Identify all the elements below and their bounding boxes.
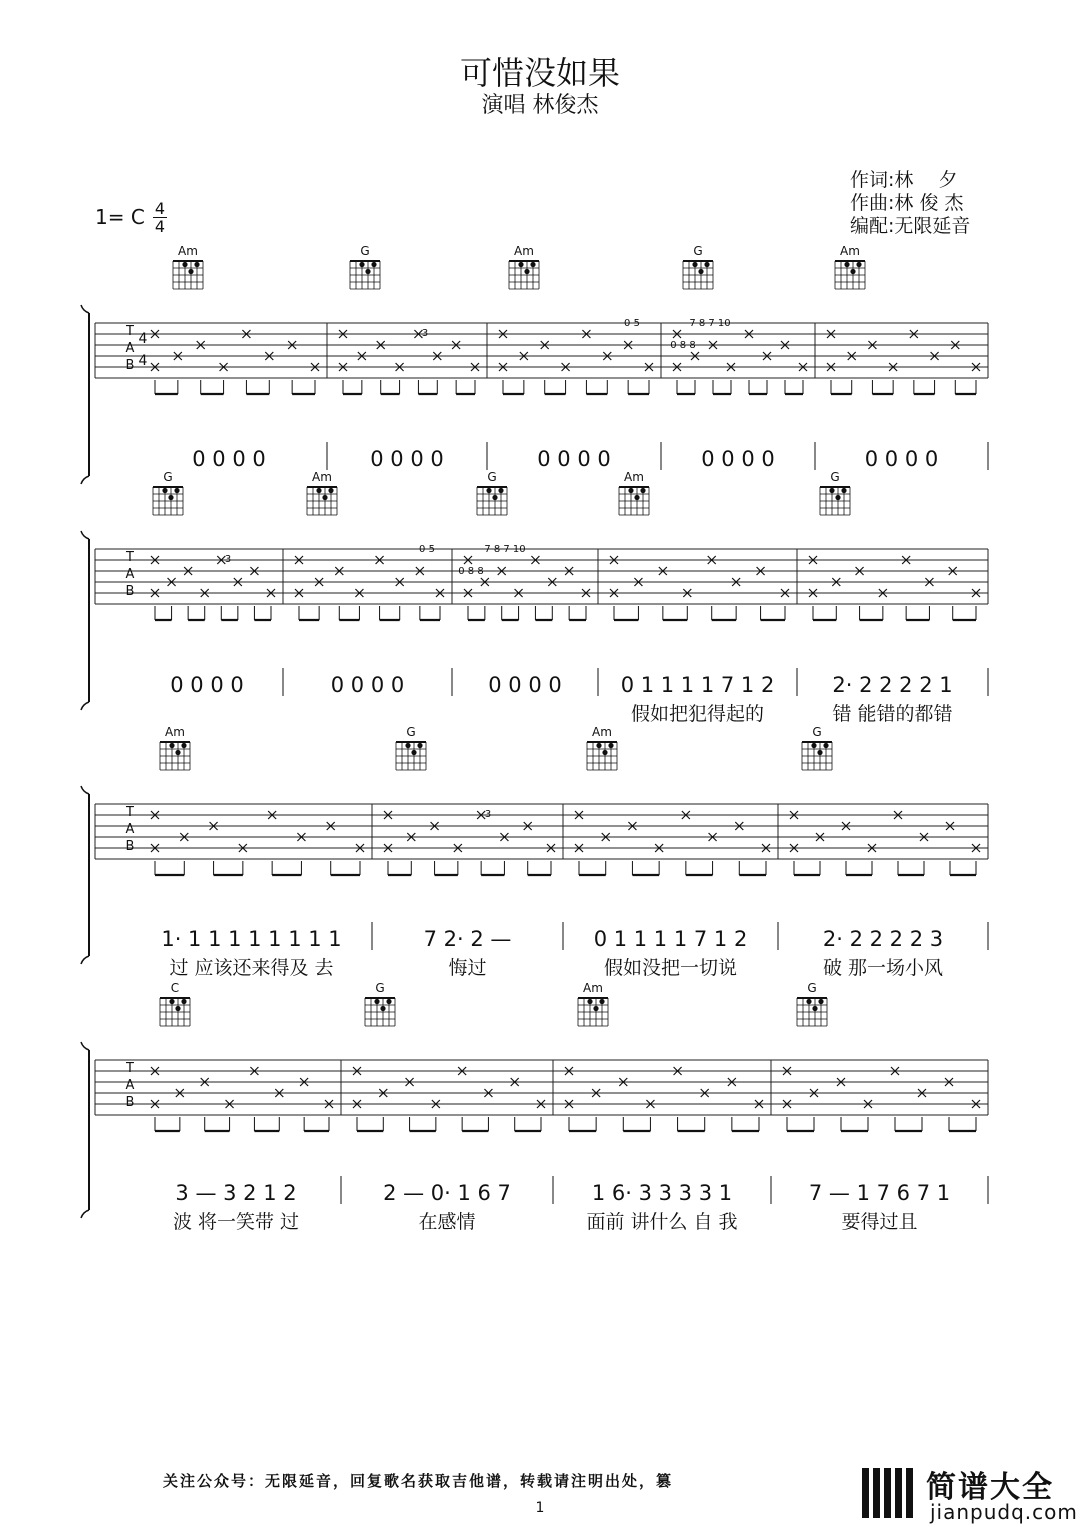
jianpu-measure: 2· 2 2 2 2 3 — [822, 927, 944, 951]
lyric-measure: 错 能错的都错 — [832, 703, 953, 725]
finger-dot — [524, 269, 529, 274]
lyric-measure: 波 将一笑带 过 — [172, 1211, 300, 1233]
finger-dot — [608, 743, 613, 748]
chord-name: Am — [592, 725, 612, 739]
lyric-measure: 面前 讲什么 自 我 — [586, 1211, 738, 1233]
chord-diagram — [307, 470, 337, 515]
fret-number: 0 5 — [419, 544, 435, 555]
chord-name: Am — [178, 244, 198, 258]
fret-number: 3 — [421, 328, 429, 339]
fret-number: 3 — [484, 809, 492, 820]
brand-logo — [858, 1460, 1080, 1527]
chord-name: Am — [624, 470, 644, 484]
bracket-hook — [81, 531, 89, 710]
finger-dot — [818, 999, 823, 1004]
bracket-hook — [81, 1042, 89, 1218]
finger-dot — [188, 269, 193, 274]
tab-clef-letter: B — [125, 358, 135, 373]
system-2 — [81, 470, 988, 725]
tab-clef-letter: T — [126, 1061, 134, 1076]
lyric-measure: 假如没把一切说 — [603, 957, 738, 979]
finger-dot — [704, 262, 709, 267]
chord-name: C — [170, 981, 180, 995]
jianpu-measure: 0 1 1 1 1 7 1 2 — [620, 673, 775, 697]
finger-dot — [174, 488, 179, 493]
finger-dot — [835, 495, 840, 500]
chord-name: G — [163, 470, 173, 484]
fret-number: 0 5 — [624, 318, 640, 329]
tab-clef-letter: T — [126, 550, 134, 565]
finger-dot — [386, 999, 391, 1004]
jianpu-measure: 0 0 0 0 — [170, 673, 244, 697]
chord-diagram — [578, 981, 608, 1026]
finger-dot — [322, 495, 327, 500]
fret-number: 7 8 7 10 — [689, 318, 731, 329]
finger-dot — [181, 999, 186, 1004]
chord-diagram — [683, 244, 713, 289]
finger-dot — [182, 262, 187, 267]
jianpu-measure: 0 0 0 0 — [192, 447, 266, 471]
finger-dot — [593, 1006, 598, 1011]
finger-dot — [380, 1006, 385, 1011]
chord-diagram — [396, 725, 426, 770]
finger-dot — [365, 269, 370, 274]
finger-dot — [194, 262, 199, 267]
tab-clef-letter: T — [126, 324, 134, 339]
finger-dot — [806, 999, 811, 1004]
brand-name: 简谱大全 — [926, 1470, 1054, 1505]
tab-clef-letter: B — [125, 1095, 135, 1110]
finger-dot — [411, 750, 416, 755]
lyric-measure: 破 那一场小风 — [822, 957, 944, 979]
system-3 — [81, 725, 988, 979]
fret-number: 0 8 8 — [670, 340, 696, 351]
finger-dot — [162, 488, 167, 493]
finger-dot — [844, 262, 849, 267]
jianpu-measure: 0 0 0 0 — [330, 673, 405, 697]
chord-diagram — [153, 470, 183, 515]
finger-dot — [811, 743, 816, 748]
jianpu-measure: 7 — 1 7 6 7 1 — [808, 1181, 951, 1205]
chord-diagram — [797, 981, 827, 1026]
jianpu-measure: 0 0 0 0 — [537, 447, 611, 471]
finger-dot — [812, 1006, 817, 1011]
finger-dot — [492, 495, 497, 500]
jianpu-measure: 1· 1 1 1 1 1 1 1 1 — [161, 927, 342, 951]
time-signature-bottom: 4 — [154, 217, 166, 236]
finger-dot — [530, 262, 535, 267]
tab-clef-letter: B — [125, 839, 135, 854]
tab-time-sig: 4 — [138, 331, 148, 347]
tab-clef-letter: A — [125, 1078, 135, 1093]
brand-url: jianpudq.com — [930, 1500, 1078, 1524]
piano-keys-icon — [862, 1468, 916, 1518]
fret-number: 0 8 8 — [458, 566, 484, 577]
finger-dot — [181, 743, 186, 748]
lyric-measure: 假如把犯得起的 — [630, 703, 765, 725]
composer-credit: 作曲:林 俊 杰 — [850, 192, 964, 214]
finger-dot — [634, 495, 639, 500]
chord-name: G — [487, 470, 497, 484]
finger-dot — [817, 750, 822, 755]
jianpu-measure: 1 6· 3 3 3 3 1 — [591, 1181, 733, 1205]
chord-diagram — [477, 470, 507, 515]
finger-dot — [175, 750, 180, 755]
bracket-hook — [81, 305, 89, 484]
finger-dot — [169, 743, 174, 748]
jianpu-measure: 0 0 0 0 — [370, 447, 444, 471]
finger-dot — [599, 999, 604, 1004]
chord-diagram — [160, 981, 190, 1026]
finger-dot — [841, 488, 846, 493]
chord-diagram — [835, 244, 865, 289]
finger-dot — [371, 262, 376, 267]
fret-number: 3 — [224, 554, 232, 565]
tab-clef-letter: A — [125, 567, 135, 582]
chord-name: Am — [514, 244, 534, 258]
finger-dot — [698, 269, 703, 274]
finger-dot — [359, 262, 364, 267]
finger-dot — [175, 1006, 180, 1011]
jianpu-measure: 2 — 0· 1 6 7 — [383, 1181, 511, 1205]
chord-name: Am — [165, 725, 185, 739]
tab-clef-letter: B — [125, 584, 135, 599]
jianpu-measure: 2· 2 2 2 2 1 — [832, 673, 953, 697]
finger-dot — [829, 488, 834, 493]
key-signature: 1= C — [95, 205, 145, 229]
chord-diagram — [365, 981, 395, 1026]
system-4 — [81, 981, 988, 1233]
tab-time-sig: 4 — [138, 353, 148, 369]
time-signature-top: 4 — [154, 199, 166, 218]
page-number: 1 — [535, 1500, 545, 1516]
chord-name: Am — [583, 981, 603, 995]
jianpu-measure: 0 0 0 0 — [488, 673, 562, 697]
lyric-measure: 过 应该还来得及 去 — [169, 957, 334, 979]
chord-diagram — [509, 244, 539, 289]
finger-dot — [498, 488, 503, 493]
finger-dot — [823, 743, 828, 748]
fret-number: 7 8 7 10 — [484, 544, 526, 555]
chord-name: G — [693, 244, 703, 258]
finger-dot — [640, 488, 645, 493]
finger-dot — [328, 488, 333, 493]
chord-name: G — [406, 725, 416, 739]
jianpu-measure: 3 — 3 2 1 2 — [175, 1181, 297, 1205]
lyric-measure: 要得过且 — [841, 1211, 918, 1233]
singer-line: 演唱 林俊杰 — [481, 93, 599, 118]
chord-diagram — [160, 725, 190, 770]
tab-clef-letter: A — [125, 822, 135, 837]
chord-diagram — [802, 725, 832, 770]
finger-dot — [587, 999, 592, 1004]
chord-name: G — [375, 981, 385, 995]
chord-diagram — [173, 244, 203, 289]
finger-dot — [518, 262, 523, 267]
jianpu-measure: 0 0 0 0 — [864, 447, 939, 471]
chord-name: Am — [312, 470, 332, 484]
lyric-measure: 在感情 — [418, 1211, 476, 1233]
system-1 — [81, 244, 988, 484]
finger-dot — [168, 495, 173, 500]
finger-dot — [850, 269, 855, 274]
footer-notice: 关注公众号：无限延音，回复歌名获取吉他谱，转载请注明出处，篡 — [163, 1472, 674, 1490]
jianpu-measure: 7 2· 2 — — [423, 927, 512, 951]
finger-dot — [628, 488, 633, 493]
chord-name: G — [807, 981, 817, 995]
chord-name: G — [360, 244, 370, 258]
chord-name: Am — [840, 244, 860, 258]
finger-dot — [602, 750, 607, 755]
finger-dot — [405, 743, 410, 748]
chord-diagram — [820, 470, 850, 515]
finger-dot — [374, 999, 379, 1004]
finger-dot — [417, 743, 422, 748]
finger-dot — [596, 743, 601, 748]
tab-clef-letter: T — [126, 805, 134, 820]
song-title: 可惜没如果 — [459, 54, 620, 92]
finger-dot — [856, 262, 861, 267]
finger-dot — [316, 488, 321, 493]
chord-diagram — [619, 470, 649, 515]
chord-name: G — [812, 725, 822, 739]
lyricist-credit: 作词:林 夕 — [850, 169, 958, 191]
finger-dot — [486, 488, 491, 493]
jianpu-measure: 0 1 1 1 1 7 1 2 — [593, 927, 748, 951]
tab-clef-letter: A — [125, 341, 135, 356]
finger-dot — [169, 999, 174, 1004]
chord-diagram — [350, 244, 380, 289]
jianpu-measure: 0 0 0 0 — [701, 447, 775, 471]
chord-diagram — [587, 725, 617, 770]
finger-dot — [692, 262, 697, 267]
bracket-hook — [81, 786, 89, 964]
chord-name: G — [830, 470, 840, 484]
arranger-credit: 编配:无限延音 — [850, 215, 971, 237]
lyric-measure: 悔过 — [448, 957, 487, 979]
